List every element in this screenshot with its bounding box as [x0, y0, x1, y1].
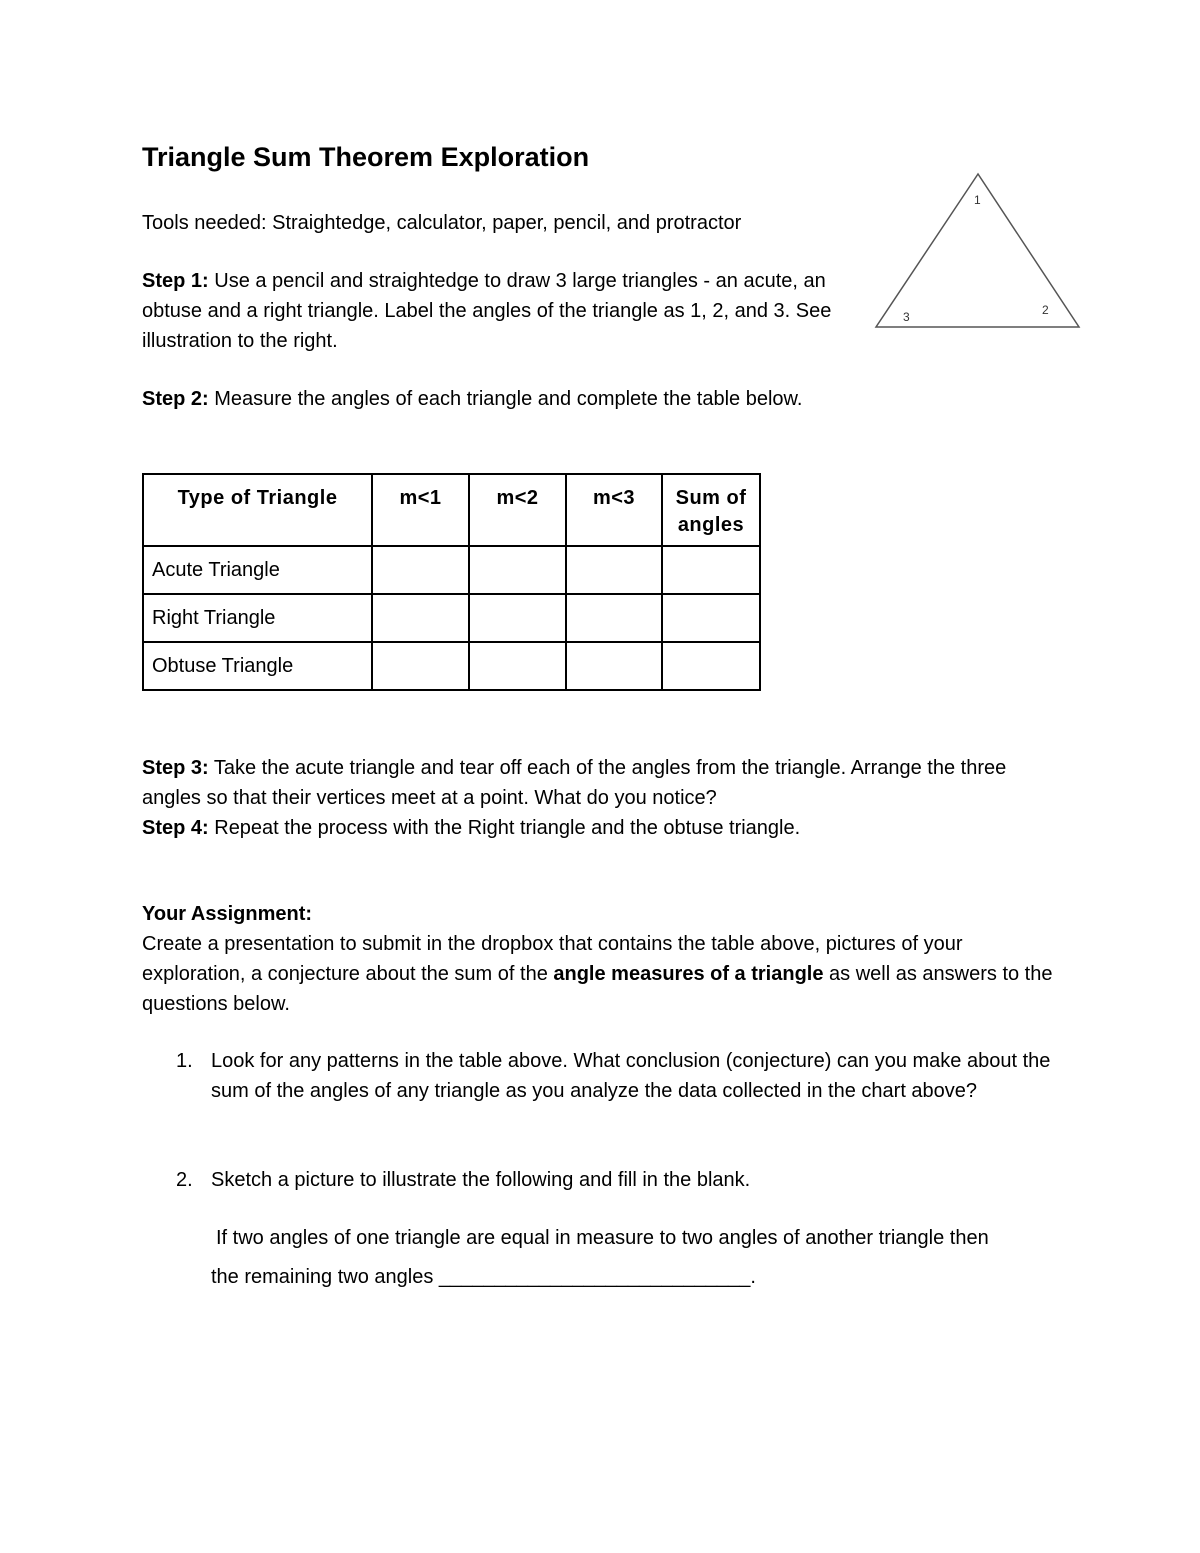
cell-obtuse-m1[interactable] [372, 642, 469, 690]
row-obtuse-label: Obtuse Triangle [143, 642, 372, 690]
question-2-statement: If two angles of one triangle are equal in measure to two angles of another triangle then [216, 1227, 989, 1249]
step-4 [142, 813, 1062, 843]
assignment-section [142, 899, 1062, 1019]
assignment-text [142, 929, 1062, 1019]
cell-acute-m1[interactable] [372, 546, 469, 594]
cell-acute-m3[interactable] [566, 546, 662, 594]
cell-obtuse-m3[interactable] [566, 642, 662, 690]
table-header-row [143, 474, 760, 546]
question-2-number: 2. [176, 1169, 193, 1191]
table-row [143, 642, 760, 690]
row-acute-label: Acute Triangle [143, 546, 372, 594]
assignment-heading: Your Assignment: [142, 903, 313, 925]
header-sum: Sum of angles [662, 474, 760, 546]
cell-right-m2[interactable] [469, 594, 566, 642]
step-1-text: Use a pencil and straightedge to draw 3 large triangles - an acute, an obtuse and a right triangle. Label the angles of the triangle as 1, 2, and 3. See illustration to the right. [142, 270, 832, 352]
tools-needed: Tools needed: Straightedge, calculator, paper, pencil, and protractor [142, 212, 742, 234]
cell-acute-m2[interactable] [469, 546, 566, 594]
step-3 [142, 753, 1062, 813]
question-1-text: Look for any patterns in the table above. What conclusion (conjecture) can you make about the sum of the angles of any triangle as you analyze the data collected in the chart above? [211, 1050, 1051, 1102]
table-row [143, 546, 760, 594]
cell-right-sum[interactable] [662, 594, 760, 642]
angle-3-label: 3 [903, 310, 910, 324]
step-3-label: Step 3: [142, 757, 209, 779]
header-type: Type of Triangle [143, 474, 372, 546]
step-3-text: Take the acute triangle and tear off each of the angles from the triangle. Arrange the three angles so that their vertices meet at a point. What do you notice? [142, 757, 1007, 809]
angle-2-label: 2 [1042, 303, 1049, 317]
cell-right-m3[interactable] [566, 594, 662, 642]
step-4-label: Step 4: [142, 817, 209, 839]
steps-3-4 [142, 753, 1062, 843]
header-m2: m<2 [469, 474, 566, 546]
assignment-text-bold: angle measures of a triangle [553, 963, 824, 985]
header-m1: m<1 [372, 474, 469, 546]
question-2-fill-blank: the remaining two angles ____________________________. [211, 1266, 756, 1288]
assignment-text-after: as well as answers to the questions below. [142, 963, 1053, 1015]
angle-1-label: 1 [974, 193, 981, 207]
step-1-label: Step 1: [142, 270, 209, 292]
step-4-text: Repeat the process with the Right triangle and the obtuse triangle. [208, 817, 801, 839]
angle-measure-table [142, 473, 761, 691]
row-right-label: Right Triangle [143, 594, 372, 642]
step-1 [142, 266, 862, 356]
step-2-label: Step 2: [142, 388, 209, 410]
header-m3: m<3 [566, 474, 662, 546]
triangle-illustration [870, 168, 1084, 332]
cell-obtuse-m2[interactable] [469, 642, 566, 690]
cell-obtuse-sum[interactable] [662, 642, 760, 690]
assignment-text-before: Create a presentation to submit in the dropbox that contains the table above, pictures of your exploration, a conjecture about the sum of the [142, 933, 963, 985]
cell-acute-sum[interactable] [662, 546, 760, 594]
table-row [143, 594, 760, 642]
question-1-number: 1. [176, 1050, 193, 1072]
question-2-text: Sketch a picture to illustrate the following and fill in the blank. [211, 1169, 751, 1191]
step-2 [142, 384, 802, 414]
page-title: Triangle Sum Theorem Exploration [142, 142, 590, 172]
cell-right-m1[interactable] [372, 594, 469, 642]
step-2-text: Measure the angles of each triangle and complete the table below. [208, 388, 803, 410]
